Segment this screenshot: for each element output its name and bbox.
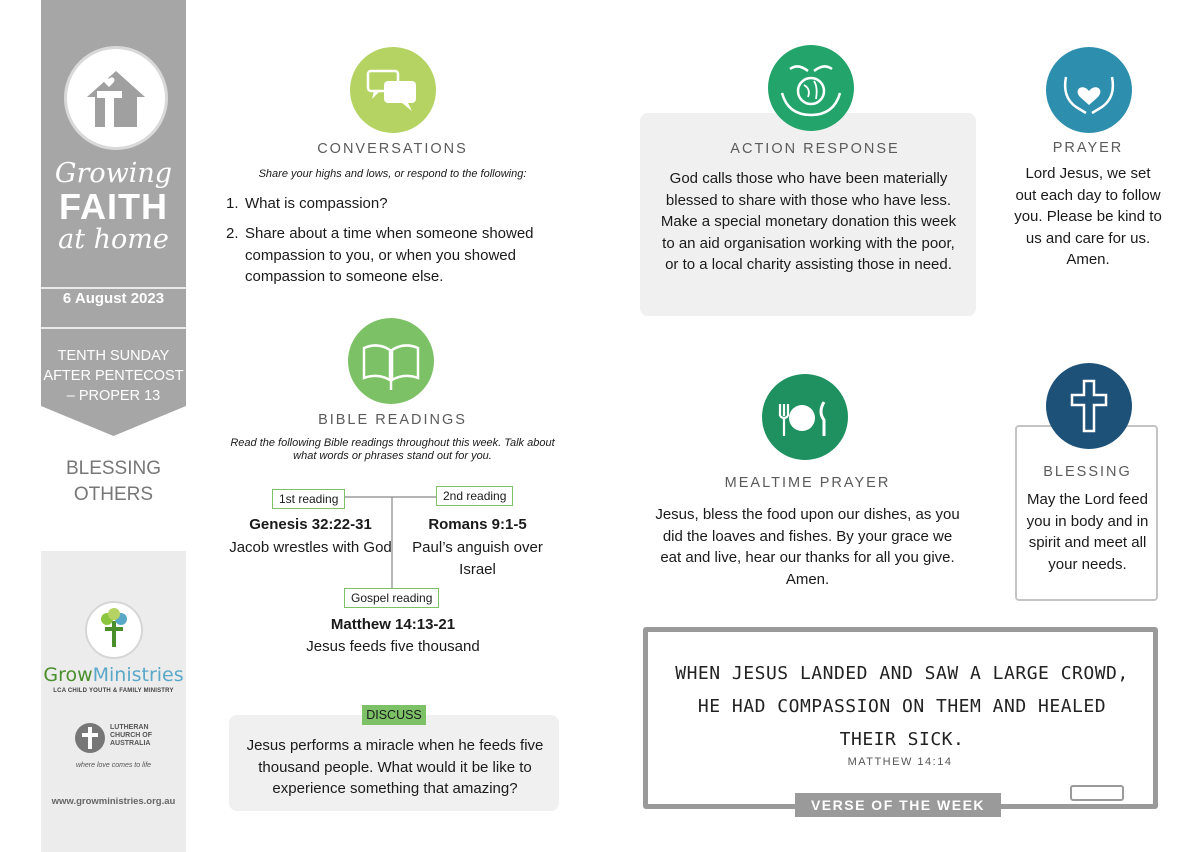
bible-readings-intro: Read the following Bible readings throughout this week. Talk about what words or phrases stand out for you. <box>230 437 555 462</box>
question-text: What is compassion? <box>245 195 388 212</box>
discuss-label: DISCUSS <box>362 705 426 725</box>
verse-of-the-week-label: VERSE OF THE WEEK <box>795 793 1001 817</box>
website-link[interactable]: www.growministries.org.au <box>51 796 176 807</box>
prayer-heading: PRAYER <box>1052 140 1124 156</box>
action-response-badge <box>768 45 854 131</box>
brand-at-home: at home <box>58 224 169 255</box>
question-number: 1. <box>226 195 239 212</box>
grow-ministries-name-b: Ministries <box>92 664 184 686</box>
liturgical-day: TENTH SUNDAY AFTER PENTECOST – PROPER 13 <box>43 348 184 404</box>
hands-heart-icon <box>1046 47 1132 133</box>
lutheran-church-name: LUTHERAN CHURCH OF AUSTRALIA <box>110 724 152 747</box>
reading-description: Jacob wrestles with God <box>229 539 392 556</box>
action-response-text: God calls those who have been materially blessed to share with those who have less. Make a special monetary donation this week to an aid organisation working with the poor, or to a local charity assisting those in need. <box>660 170 957 273</box>
reading-reference: Romans 9:1-5 <box>428 516 527 533</box>
grow-ministries-name <box>41 664 186 686</box>
conversations-heading: CONVERSATIONS <box>317 141 468 157</box>
plate-cutlery-icon <box>762 374 848 460</box>
discuss-text: Jesus performs a miracle when he feeds five thousand people. What would it be like to experience something that amazing? <box>246 737 544 797</box>
verse-text: WHEN JESUS LANDED AND SAW A LARGE CROWD, HE HAD COMPASSION ON THEM AND HEALED THEIR SICK. <box>675 663 1129 750</box>
reading-reference: Matthew 14:13-21 <box>330 616 456 633</box>
conversations-intro: Share your highs and lows, or respond to the following: <box>258 168 527 180</box>
reading-reference: Genesis 32:22-31 <box>249 516 372 533</box>
mealtime-prayer-heading: MEALTIME PRAYER <box>724 475 891 491</box>
lutheran-church-tagline: where love comes to life <box>75 762 152 769</box>
grow-ministries-subtitle: LCA CHILD YOUTH & FAMILY MINISTRY <box>53 688 174 694</box>
bible-readings-heading: BIBLE READINGS <box>318 412 467 428</box>
blessing-text: May the Lord feed you in body and in spirit and meet all your needs. <box>1026 491 1149 573</box>
hands-globe-icon <box>768 45 854 131</box>
theme-title: BLESSING OTHERS <box>65 458 162 505</box>
mealtime-prayer-badge <box>762 374 848 460</box>
prayer-text: Lord Jesus, we set out each day to follow you. Please be kind to us and care for us. Amen. <box>1014 165 1162 268</box>
grow-ministries-name-a: Grow <box>43 664 93 686</box>
prayer-badge <box>1046 47 1132 133</box>
brand-growing: Growing <box>54 158 173 189</box>
reading-description: Paul’s anguish over Israel <box>412 539 543 578</box>
reading-description: Jesus feeds five thousand <box>306 638 480 655</box>
lutheran-church-icon <box>74 722 106 754</box>
cross-icon <box>1046 363 1132 449</box>
question-number: 2. <box>226 225 239 242</box>
reading-label-second: 2nd reading <box>436 486 513 506</box>
action-response-heading: ACTION RESPONSE <box>730 141 900 157</box>
verse-reference: MATTHEW 14:14 <box>847 756 953 768</box>
brand-faith: FAITH <box>59 186 168 227</box>
mealtime-prayer-text: Jesus, bless the food upon our dishes, as you did the loaves and fishes. By your grace we eat and live, hear our thanks for all you give. Amen. <box>655 506 960 588</box>
blessing-badge <box>1046 363 1132 449</box>
reading-label-first: 1st reading <box>272 489 345 509</box>
blessing-heading: BLESSING <box>1043 464 1132 480</box>
eraser-icon <box>1070 785 1124 801</box>
date-label: 6 August 2023 <box>62 290 165 307</box>
reading-label-gospel: Gospel reading <box>344 588 439 608</box>
question-text: Share about a time when someone showed compassion to you, or when you showed compassion to someone else. <box>245 225 534 285</box>
